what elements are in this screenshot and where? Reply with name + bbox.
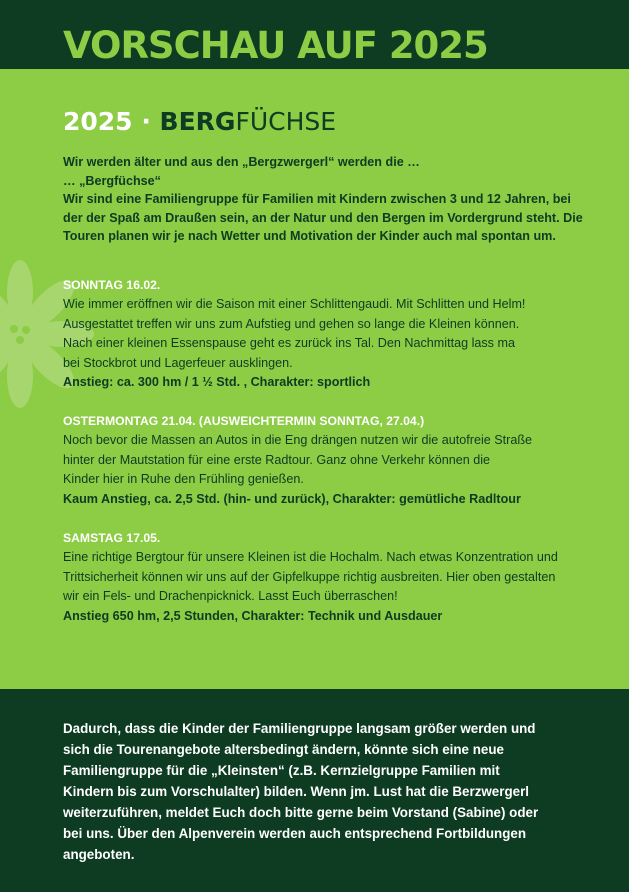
footer-line: sich die Tourenangebote altersbedingt ändern, könnte sich eine neue: [63, 742, 504, 757]
event-date: SAMSTAG 17.05.: [63, 531, 161, 545]
event-line: Eine richtige Bergtour für unsere Kleinen ist die Hochalm. Nach etwas Konzentration und: [63, 550, 558, 564]
event-line: Wie immer eröffnen wir die Saison mit einer Schlittengaudi. Mit Schlitten und Helm!: [63, 297, 526, 311]
group-name-light: FÜCHSE: [235, 107, 337, 136]
intro-text: [63, 153, 593, 246]
footer-line: weiterzuführen, meldet Euch doch bitte gerne beim Vorstand (Sabine) oder: [63, 805, 539, 820]
event-line: Ausgestattet treffen wir uns zum Aufstieg und gehen so lange die Kleinen können.: [63, 316, 520, 331]
event-details: Anstieg: ca. 300 hm / 1 ½ Std. , Charakter: sportlich: [63, 375, 371, 389]
intro-line: Touren planen wir je nach Wetter und Motivation der Kinder auch mal spontan um.: [63, 229, 556, 243]
footer-line: Kindern bis zum Vorschulalter) bilden. Wenn jm. Lust hat die Berzwergerl: [63, 784, 530, 799]
event-details: Kaum Anstieg, ca. 2,5 Std. (hin- und zurück), Charakter: gemütliche Radltour: [63, 491, 521, 506]
group-title: [63, 106, 336, 138]
title-separator: ·: [141, 107, 151, 136]
event-line: wir ein Fels- und Drachenpicknick. Lasst Euch überraschen!: [63, 589, 398, 603]
footer-line: angeboten.: [63, 847, 135, 862]
event-description: [63, 548, 603, 607]
event-line: Nach einer kleinen Essenspause geht es zurück ins Tal. Den Nachmittag lass ma: [63, 336, 515, 350]
intro-line: … „Bergfüchse“: [63, 173, 161, 188]
page-title: VORSCHAU AUF 2025: [63, 24, 488, 67]
program-panel: [0, 69, 629, 689]
event-sonntag: [63, 276, 603, 393]
footer-line: Dadurch, dass die Kinder der Familiengruppe langsam größer werden und: [63, 721, 536, 736]
event-line: Trittsicherheit können wir uns auf der Gipfelkuppe richtig ausbreiten. Hier oben gestalten: [63, 569, 556, 584]
event-ostermontag: [63, 412, 603, 509]
intro-line: Wir werden älter und aus den „Bergzwergerl“ werden die …: [63, 155, 420, 169]
event-samstag: [63, 529, 603, 626]
group-year: 2025: [63, 107, 133, 136]
footer-note: [63, 718, 573, 865]
event-line: hinter der Mautstation für eine erste Radtour. Ganz ohne Verkehr können die: [63, 452, 491, 467]
event-line: bei Stockbrot und Lagerfeuer ausklingen.: [63, 355, 293, 370]
intro-line: der der Spaß am Draußen sein, an der Natur und den Bergen im Vordergrund steht. Die: [63, 210, 583, 225]
event-details: Anstieg 650 hm, 2,5 Stunden, Charakter: Technik und Ausdauer: [63, 608, 443, 623]
event-description: [63, 295, 603, 373]
event-description: [63, 431, 603, 490]
event-line: Kinder hier in Ruhe den Frühling genießen.: [63, 472, 304, 486]
header-band: [0, 0, 629, 69]
event-date: OSTERMONTAG 21.04. (AUSWEICHTERMIN SONNTAG, 27.04.): [63, 414, 425, 428]
group-name-bold: BERG: [159, 107, 236, 136]
event-line: Noch bevor die Massen an Autos in die Eng drängen nutzen wir die autofreie Straße: [63, 433, 533, 447]
event-date: SONNTAG 16.02.: [63, 278, 161, 292]
footer-line: bei uns. Über den Alpenverein werden auch entsprechend Fortbildungen: [63, 826, 527, 841]
footer-line: Familiengruppe für die „Kleinsten“ (z.B. Kernzielgruppe Familien mit: [63, 763, 500, 778]
intro-line: Wir sind eine Familiengruppe für Familien mit Kindern zwischen 3 und 12 Jahren, bei: [63, 192, 571, 206]
